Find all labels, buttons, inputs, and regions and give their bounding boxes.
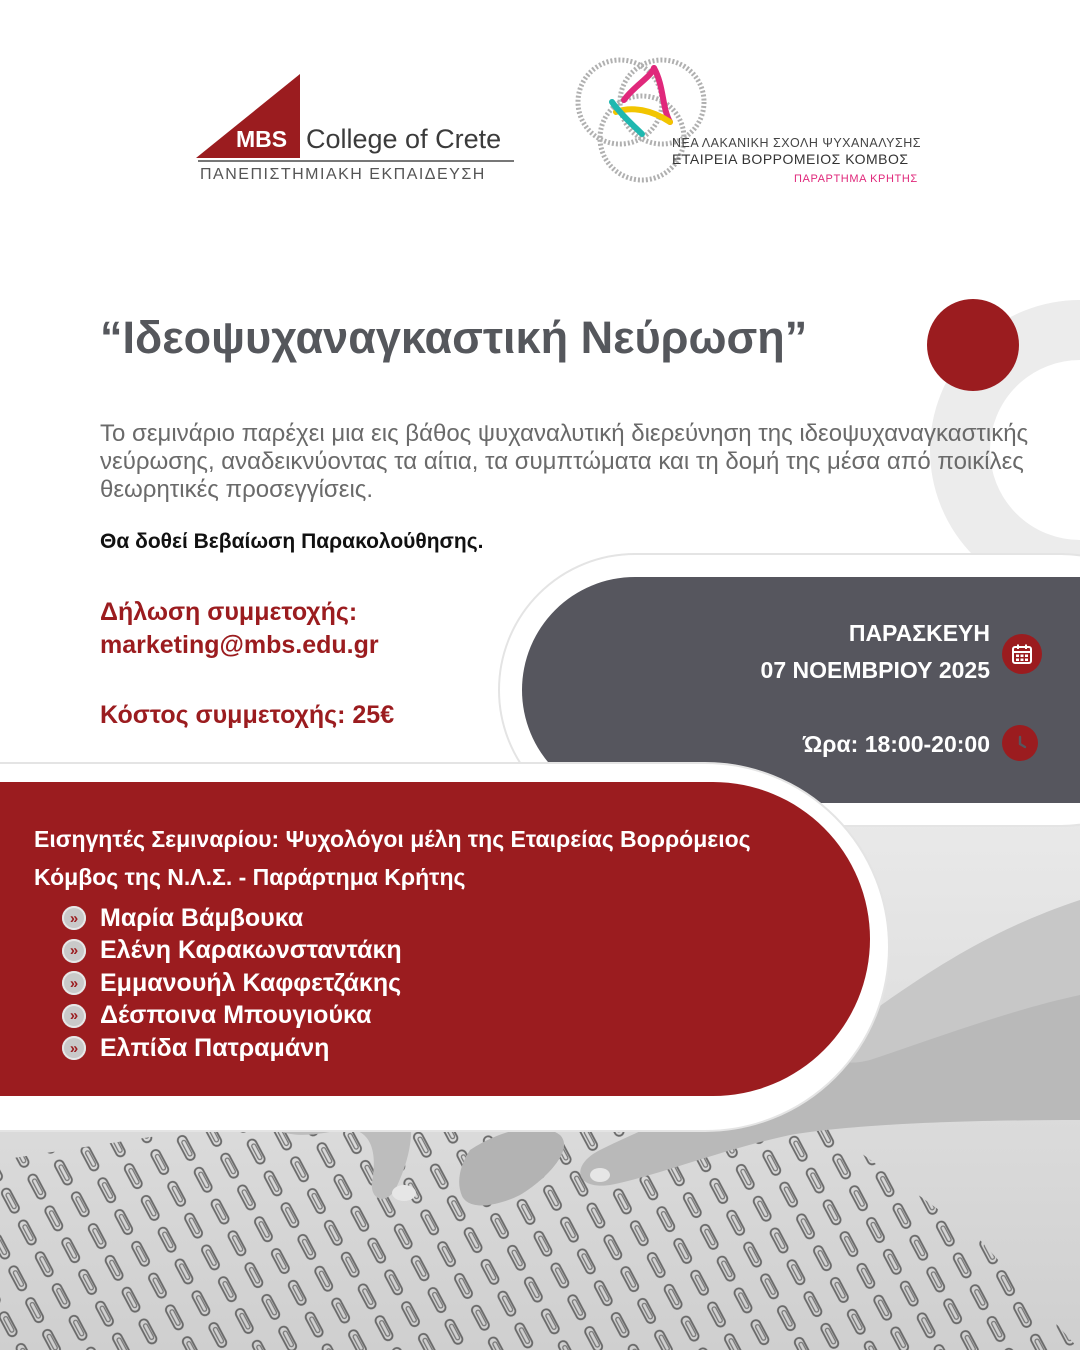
event-day: ΠΑΡΑΣΚΕΥΗ xyxy=(848,620,990,646)
borromean-knot-icon xyxy=(572,56,712,188)
certificate-note: Θα δοθεί Βεβαίωση Παρακολούθησης. xyxy=(100,530,484,553)
registration-info xyxy=(100,596,379,662)
speakers-list xyxy=(62,902,402,1065)
list-item xyxy=(62,935,402,968)
registration-email[interactable]: marketing@mbs.edu.gr xyxy=(100,631,379,659)
speaker-name: Μαρία Βάμβουκα xyxy=(100,903,304,932)
clock-icon xyxy=(1002,725,1038,761)
nls-logo xyxy=(572,56,942,188)
chevron-bullet-icon: » xyxy=(62,906,86,930)
cost-info: Κόστος συμμετοχής: 25€ xyxy=(100,701,395,729)
page-title: “Ιδεοψυχαναγκαστική Νεύρωση” xyxy=(100,312,808,363)
nls-logo-line2: ΕΤΑΙΡΕΙΑ ΒΟΡΡΟΜΕΙΟΣ ΚΟΜΒΟΣ xyxy=(672,151,909,167)
registration-label: Δήλωση συμμετοχής: xyxy=(100,598,358,626)
chevron-bullet-icon: » xyxy=(62,1036,86,1060)
list-item xyxy=(62,1032,402,1065)
list-item xyxy=(62,1000,402,1033)
speakers-heading: Εισηγητές Σεμιναρίου: Ψυχολόγοι μέλη της Εταιρείας Βορρόμειος Κόμβος της Ν.Λ.Σ. - Παράρτημα Κρήτης xyxy=(34,826,751,890)
seminar-description: Το σεμινάριο παρέχει μια εις βάθος ψυχαναλυτική διερεύνηση της ιδεοψυχαναγκαστικής νεύρωσης, αναδεικνύοντας τα αίτια, τα συμπτώματα και τη δομή της μέσα από ποικίλες θεωρητικές προσεγγίσεις. xyxy=(100,420,1029,503)
chevron-bullet-icon: » xyxy=(62,971,86,995)
event-time: Ώρα: 18:00-20:00 xyxy=(803,731,990,757)
mbs-logo-subtitle: ΠΑΝΕΠΙΣΤΗΜΙΑΚΗ ΕΚΠΑΙΔΕΥΣΗ xyxy=(200,166,486,183)
speaker-name: Ελπίδα Πατραμάνη xyxy=(100,1033,330,1062)
chevron-bullet-icon: » xyxy=(62,1004,86,1028)
nls-logo-line1: ΝΕΑ ΛΑΚΑΝΙΚΗ ΣΧΟΛΗ ΨΥΧΑΝΑΛΥΣΗΣ xyxy=(672,136,921,150)
mbs-logo xyxy=(196,74,516,186)
speaker-name: Εμμανουήλ Καφφετζάκης xyxy=(100,968,402,997)
mbs-logo-divider xyxy=(198,160,514,162)
list-item xyxy=(62,902,402,935)
nls-logo-line3: ΠΑΡΑΡΤΗΜΑ ΚΡΗΤΗΣ xyxy=(794,173,918,185)
speaker-name: Δέσποινα Μπουγιούκα xyxy=(100,1001,372,1030)
calendar-icon xyxy=(1002,634,1042,674)
mbs-logo-name: College of Crete xyxy=(306,124,502,154)
decorative-red-dot xyxy=(927,299,1019,391)
speaker-name: Ελένη Καρακωνσταντάκη xyxy=(100,936,402,965)
list-item xyxy=(62,967,402,1000)
chevron-bullet-icon: » xyxy=(62,939,86,963)
event-date: 07 ΝΟΕΜΒΡΙΟΥ 2025 xyxy=(760,657,990,683)
mbs-logo-mark: MBS xyxy=(236,126,288,152)
